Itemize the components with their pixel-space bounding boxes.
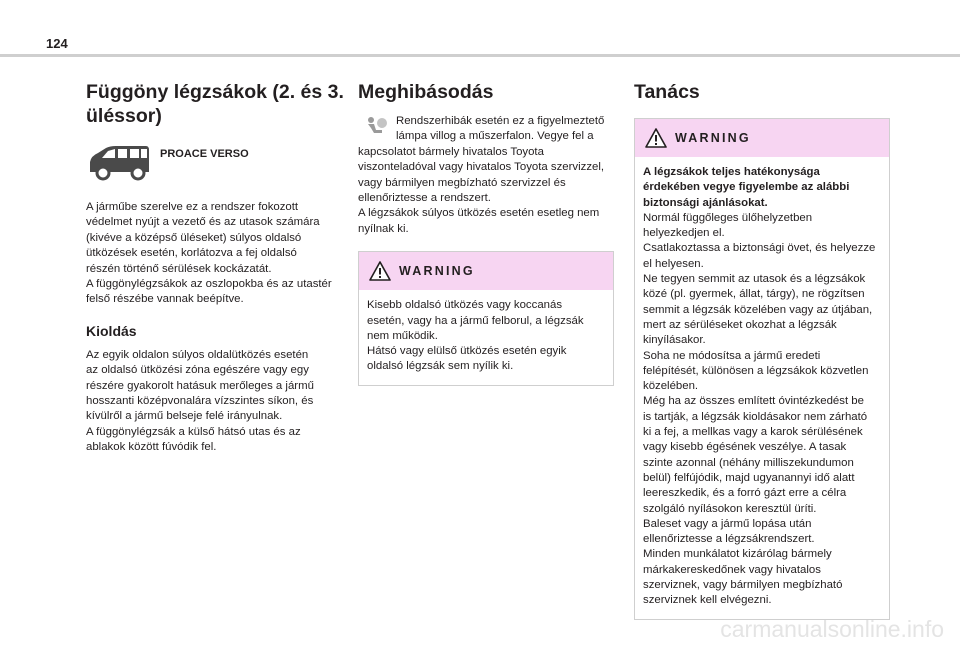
van-icon	[86, 142, 152, 184]
warning-triangle-icon	[645, 128, 667, 148]
warning-header	[635, 119, 889, 157]
warning-bold-intro: A légzsákok teljes hatékonysága érdekében vegye figyelembe az alábbi biztonsági ajánlásokat.	[643, 166, 850, 209]
left-column	[86, 80, 348, 456]
fault-title: Meghibásodás	[358, 81, 494, 103]
warning-body	[635, 157, 889, 619]
right-warning-box	[634, 118, 890, 620]
warning-text: Normál függőleges ülőhelyzetben helyezkedjen el. Csatlakoztassa a biztonsági övet, és helyezze el helyesen. Ne tegyen semmit az utasok és a légzsákok közé (pl. gyermek, állat, tárgy), ne rögzítsen semmit a légzsák közelében vagy az útjában, mert az sérüléseket okozhat a légzsák kinyílásakor. Soha ne módosítsa a jármű eredeti felépítését, különösen a légzsákok közvetlen közelében. Még ha az összes említett óvintézkedést be is tartják, a légzsák kioldásakor nem zárható ki a fej, a mellkas vagy a karok sérülésének vagy kisebb égésének veszélye. A tasak szinte azonnal (néhány milliszekundumon belül) felfújódik, majd ugyanannyi idő alatt leereszkedik, és a forró gázt erre a célra szolgáló nyílásokon keresztül üríti. Baleset vagy a jármű lopása után ellenőriztesse a légzsákrendszert. Minden munkálatot kizárólag bármely márkakereskedőnek vagy hivatalos szerviznek, vagy bármilyen megbízható szerviznek kell elvégezni.	[643, 211, 876, 607]
middle-warning-box	[358, 251, 614, 385]
watermark: carmanualsonline.info	[720, 616, 944, 642]
right-column	[634, 80, 890, 620]
advice-title: Tanács	[634, 81, 700, 103]
model-row	[86, 142, 348, 190]
fault-text: kapcsolatot bármely hivatalos Toyota viszonteladóval vagy hivatalos Toyota szervizzel, vagy bármilyen megbízható szervizzel és ellenőriztesse a rendszert. A légzsákok súlyos ütközés esetén esetleg nem nyílnak ki.	[358, 145, 605, 235]
warning-header	[359, 252, 613, 290]
airbag-warning-lamp-icon	[362, 116, 388, 136]
fault-text-block	[358, 114, 614, 237]
header-rule	[0, 54, 960, 57]
page-number: 124	[46, 36, 68, 51]
fault-line-1: Rendszerhibák esetén ez a figyelmeztető	[396, 115, 605, 127]
curtain-airbags-intro: A járműbe szerelve ez a rendszer fokozott védelmet nyújt a vezető és az utasok számára (kivéve a középső üléseket) súlyos oldalsó ütközések esetén, korlátozva a fej oldalsó részén történő sérülések kockázatát. A függönylégzsákok az oszlopokba és az utastér felső részébe vannak beépítve.	[86, 201, 332, 306]
warning-text: Kisebb oldalsó ütközés vagy koccanás esetén, vagy ha a jármű felborul, a légzsák nem működik. Hátsó vagy elülső ütközés esetén egyik oldalsó légzsák sem nyílik ki.	[367, 299, 584, 373]
middle-column	[358, 80, 614, 386]
warning-title: WARNING	[399, 264, 475, 279]
warning-title: WARNING	[675, 131, 751, 145]
warning-triangle-icon	[369, 261, 391, 281]
curtain-airbags-title: Függöny légzsákok (2. és 3. üléssor)	[86, 81, 344, 127]
trigger-text: Az egyik oldalon súlyos oldalütközés esetén az oldalsó ütközési zóna egészére vagy egy részére gyakorolt hatásuk merőleges a jármű hosszanti középvonalára vízszintes síkon, és kívülről a jármű belseje felé irányulnak. A függönylégzsák a külső hátsó utas és az ablakok között fúvódik fel.	[86, 348, 314, 454]
fault-line-2: lámpa villog a műszerfalon. Vegye fel a	[396, 130, 594, 143]
model-label: PROACE VERSO	[160, 148, 249, 160]
warning-body	[359, 290, 613, 384]
trigger-title: Kioldás	[86, 322, 137, 339]
